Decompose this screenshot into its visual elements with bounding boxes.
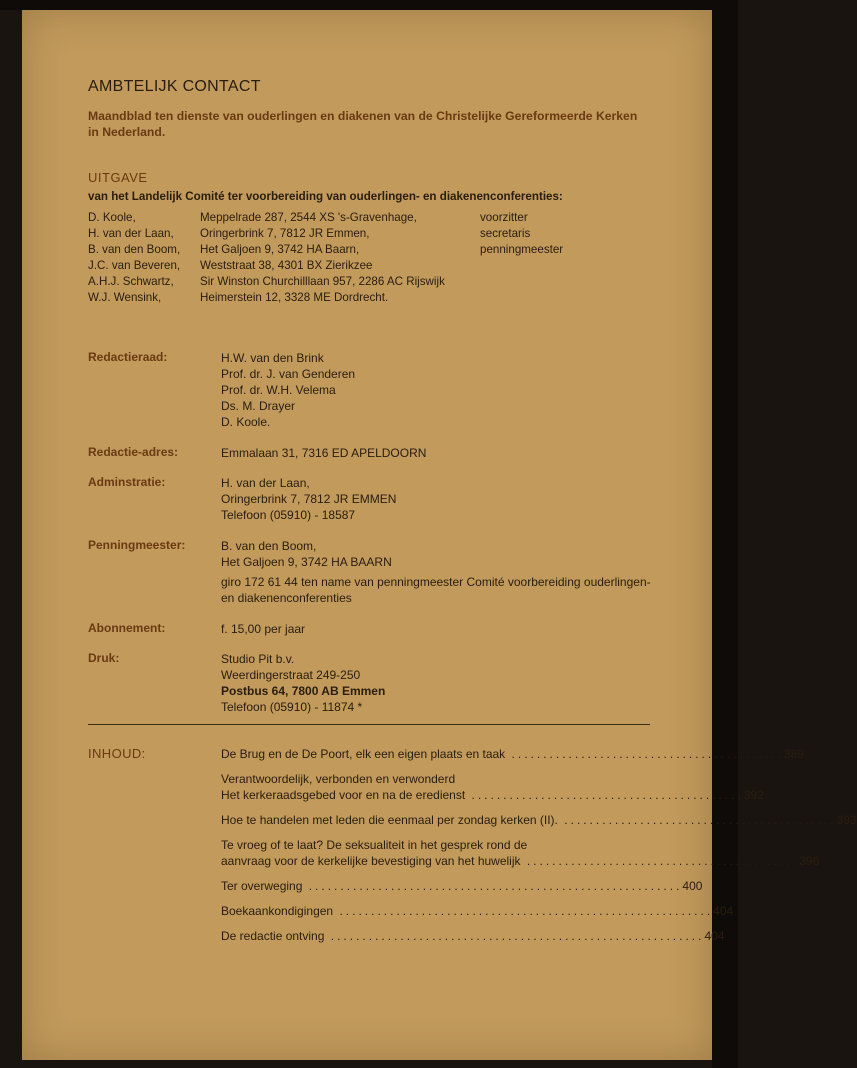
toc-title: Boekaankondigingen xyxy=(221,904,334,918)
editor-name: Ds. M. Drayer xyxy=(221,399,296,413)
member-address: Weststraat 38, 4301 BX Zierikzee xyxy=(200,259,373,272)
member-role: voorzitter xyxy=(480,211,528,224)
toc-title: Het kerkeraadsgebed voor en na de eredienst xyxy=(221,788,466,802)
toc-page: 393 xyxy=(836,813,857,827)
redactieraad-label: Redactieraad: xyxy=(88,350,168,364)
committee-row xyxy=(88,290,648,306)
druk-line: Studio Pit b.v. xyxy=(221,652,295,666)
member-name: D. Koole, xyxy=(88,211,136,224)
editor-name: D. Koole. xyxy=(221,415,271,429)
toc-item xyxy=(221,928,725,944)
druk-line: Weerdingerstraat 249-250 xyxy=(221,668,361,682)
druk-label: Druk: xyxy=(88,651,120,665)
toc-page: 400 xyxy=(682,879,703,893)
uitgave-heading: UITGAVE xyxy=(88,170,148,185)
administratie-line: H. van der Laan, xyxy=(221,476,310,490)
redactieraad-list xyxy=(221,350,355,430)
member-name: W.J. Wensink, xyxy=(88,291,162,304)
administratie-line: Oringerbrink 7, 7812 JR EMMEN xyxy=(221,492,397,506)
abonnement-label: Abonnement: xyxy=(88,621,166,635)
toc-item xyxy=(221,812,857,828)
magazine-title: AMBTELIJK CONTACT xyxy=(88,78,261,95)
toc-pretitle: Te vroeg of te laat? De seksualiteit in het gesprek rond de xyxy=(221,838,528,852)
member-name: A.H.J. Schwartz, xyxy=(88,275,174,288)
abonnement-value: f. 15,00 per jaar xyxy=(221,622,306,636)
toc-pretitle: Verantwoordelijk, verbonden en verwonderd xyxy=(221,772,456,786)
toc-title: Hoe te handelen met leden die eenmaal per zondag kerken (II). xyxy=(221,813,558,827)
uitgave-subheading: van het Landelijk Comité ter voorbereiding van ouderlingen- en diakenenconferenties: xyxy=(88,190,563,203)
member-address: Meppelrade 287, 2544 XS 's-Gravenhage, xyxy=(200,211,417,224)
committee-row xyxy=(88,258,648,274)
toc-item xyxy=(221,903,734,919)
toc-title: De redactie ontving xyxy=(221,929,325,943)
toc-page: 396 xyxy=(799,854,820,868)
druk-block xyxy=(221,651,385,715)
member-address: Het Galjoen 9, 3742 HA Baarn, xyxy=(200,243,360,256)
member-name: B. van den Boom, xyxy=(88,243,181,256)
member-address: Heimerstein 12, 3328 ME Dordrecht. xyxy=(200,291,389,304)
member-role: secretaris xyxy=(480,227,531,240)
toc-page: 404 xyxy=(713,904,734,918)
toc-title: De Brug en de De Poort, elk een eigen plaats en taak xyxy=(221,747,506,761)
magazine-subtitle: Maandblad ten dienste van ouderlingen en diakenen van de Christelijke Gereformeerde Kerken in Nederland. xyxy=(88,109,638,139)
committee-row xyxy=(88,242,648,258)
druk-phone: Telefoon (05910) - 11874 * xyxy=(221,700,363,714)
member-address: Sir Winston Churchilllaan 957, 2286 AC Rijswijk xyxy=(200,275,445,288)
toc-page: 389 xyxy=(783,747,804,761)
toc-item xyxy=(221,837,820,869)
toc-page: 392 xyxy=(743,788,764,802)
redactie-adres-label: Redactie-adres: xyxy=(88,445,179,459)
redactie-adres-value: Emmalaan 31, 7316 ED APELDOORN xyxy=(221,446,427,460)
inhoud-label: INHOUD: xyxy=(88,746,146,761)
toc-leader: ........................................................... xyxy=(302,879,683,893)
toc-leader: ........................................................... xyxy=(324,929,705,943)
member-role: penningmeester xyxy=(480,243,564,256)
penningmeester-line: B. van den Boom, xyxy=(221,539,317,553)
section-divider xyxy=(88,724,650,725)
giro-text: giro 172 61 44 ten name van penningmeester Comité voorbereiding ouderlingen- en diakenenconferenties xyxy=(221,575,651,605)
druk-postbus: Postbus 64, 7800 AB Emmen xyxy=(221,684,386,698)
editor-name: Prof. dr. W.H. Velema xyxy=(221,383,336,397)
toc-leader: ........................................................... xyxy=(333,904,714,918)
member-address: Oringerbrink 7, 7812 JR Emmen, xyxy=(200,227,370,240)
toc-leader: ........................................... xyxy=(557,813,837,827)
administratie-label: Adminstratie: xyxy=(88,475,166,489)
toc-item xyxy=(221,771,764,803)
toc-item xyxy=(221,746,804,762)
toc-page: 404 xyxy=(704,929,725,943)
committee-row xyxy=(88,226,648,242)
administratie-line: Telefoon (05910) - 18587 xyxy=(221,508,356,522)
committee-row xyxy=(88,274,648,290)
scan-top-edge xyxy=(0,0,738,10)
toc-title: Ter overweging xyxy=(221,879,303,893)
penningmeester-block xyxy=(221,538,392,570)
toc-title: aanvraag voor de kerkelijke bevestiging van het huwelijk xyxy=(221,854,521,868)
penningmeester-line: Het Galjoen 9, 3742 HA BAARN xyxy=(221,555,392,569)
toc-leader: ........................................... xyxy=(465,788,744,802)
penningmeester-label: Penningmeester: xyxy=(88,538,186,552)
member-name: J.C. van Beveren, xyxy=(88,259,181,272)
member-name: H. van der Laan, xyxy=(88,227,174,240)
committee-row xyxy=(88,210,648,226)
editor-name: H.W. van den Brink xyxy=(221,351,324,365)
toc-item xyxy=(221,878,703,894)
editor-name: Prof. dr. J. van Genderen xyxy=(221,367,356,381)
table-of-contents xyxy=(221,746,857,953)
toc-leader: ........................................... xyxy=(520,854,800,868)
committee-list xyxy=(88,210,648,306)
toc-leader: ........................................... xyxy=(505,747,784,761)
administratie-block xyxy=(221,475,396,523)
